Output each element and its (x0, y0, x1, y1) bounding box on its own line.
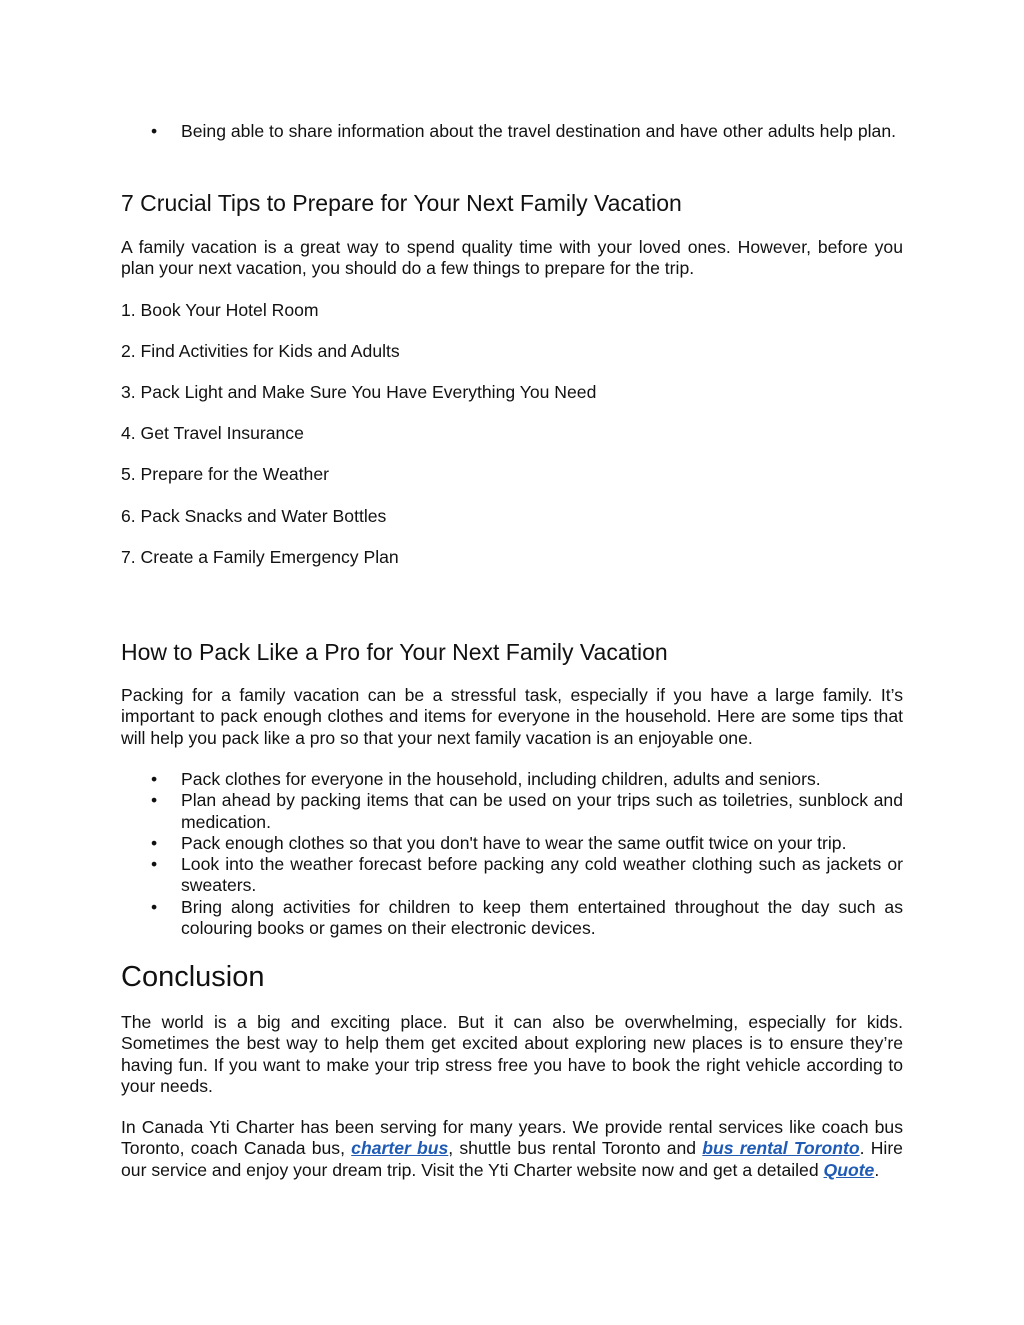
list-item (121, 897, 903, 940)
tip-item: 2. Find Activities for Kids and Adults (121, 341, 400, 361)
tip-item: 7. Create a Family Emergency Plan (121, 547, 399, 567)
packing-intro-paragraph: Packing for a family vacation can be a stressful task, especially if you have a large family. It’s important to pack enough clothes and items for everyone in the household. Here are some tips that will help you pack like a pro so that your next family vacation is an enjoyable one. (121, 685, 903, 748)
list-item (121, 121, 903, 142)
bullet-icon: • (151, 769, 158, 789)
bullet-icon: • (151, 790, 158, 811)
bullet-icon: • (151, 854, 158, 875)
bullet-text: Plan ahead by packing items that can be used on your trips such as toiletries, sunblock and medication. (181, 790, 903, 832)
list-item (121, 854, 903, 897)
tip-item: 1. Book Your Hotel Room (121, 300, 319, 320)
list-item (121, 790, 903, 833)
bullet-icon: • (151, 832, 158, 853)
packing-bullet-list (121, 769, 903, 939)
bullet-text: Being able to share information about the travel destination and have other adults help plan. (181, 121, 896, 141)
paragraph-text: In Canada Yti Charter has been serving for many years. We provide rental services like coach bus Toronto, coach Canada bus, (121, 1117, 903, 1159)
list-item (121, 769, 903, 790)
conclusion-paragraph-2 (121, 1117, 903, 1181)
paragraph-text: . Hire our service and enjoy your dream trip. Visit the Yti Charter website now and get a detailed (121, 1138, 903, 1180)
conclusion-heading: Conclusion (121, 961, 265, 993)
tip-item: 3. Pack Light and Make Sure You Have Everything You Need (121, 382, 597, 402)
section-heading-packing: How to Pack Like a Pro for Your Next Family Vacation (121, 639, 668, 665)
bullet-icon: • (151, 121, 158, 141)
quote-link[interactable]: Quote (823, 1159, 875, 1180)
bullet-text: Pack clothes for everyone in the household, including children, adults and seniors. (181, 769, 821, 789)
section-heading-tips: 7 Crucial Tips to Prepare for Your Next Family Vacation (121, 190, 682, 216)
tips-intro-paragraph: A family vacation is a great way to spend quality time with your loved ones. However, before you plan your next vacation, you should do a few things to prepare for the trip. (121, 237, 903, 279)
paragraph-text: . (874, 1159, 880, 1180)
bullet-text: Bring along activities for children to keep them entertained throughout the day such as colouring books or games on their electronic devices. (181, 896, 903, 939)
top-bullet-list (121, 121, 903, 142)
bus-rental-toronto-link[interactable]: bus rental Toronto (702, 1138, 860, 1159)
bullet-text: Look into the weather forecast before packing any cold weather clothing such as jackets or sweaters. (181, 854, 903, 896)
paragraph-text: , shuttle bus rental Toronto and (448, 1138, 703, 1159)
charter-bus-link[interactable]: charter bus (351, 1138, 449, 1159)
bullet-icon: • (151, 896, 158, 917)
tip-item: 6. Pack Snacks and Water Bottles (121, 506, 387, 526)
tip-item: 5. Prepare for the Weather (121, 464, 329, 484)
conclusion-paragraph-1: The world is a big and exciting place. But it can also be overwhelming, especially for kids. Sometimes the best way to help them get excited about exploring new places is to ensure they’re having fun. If you want to make your trip stress free you have to book the right vehicle according to your needs. (121, 1012, 903, 1096)
bullet-text: Pack enough clothes so that you don't have to wear the same outfit twice on your trip. (181, 832, 847, 853)
list-item (121, 833, 903, 854)
tip-item: 4. Get Travel Insurance (121, 423, 304, 443)
